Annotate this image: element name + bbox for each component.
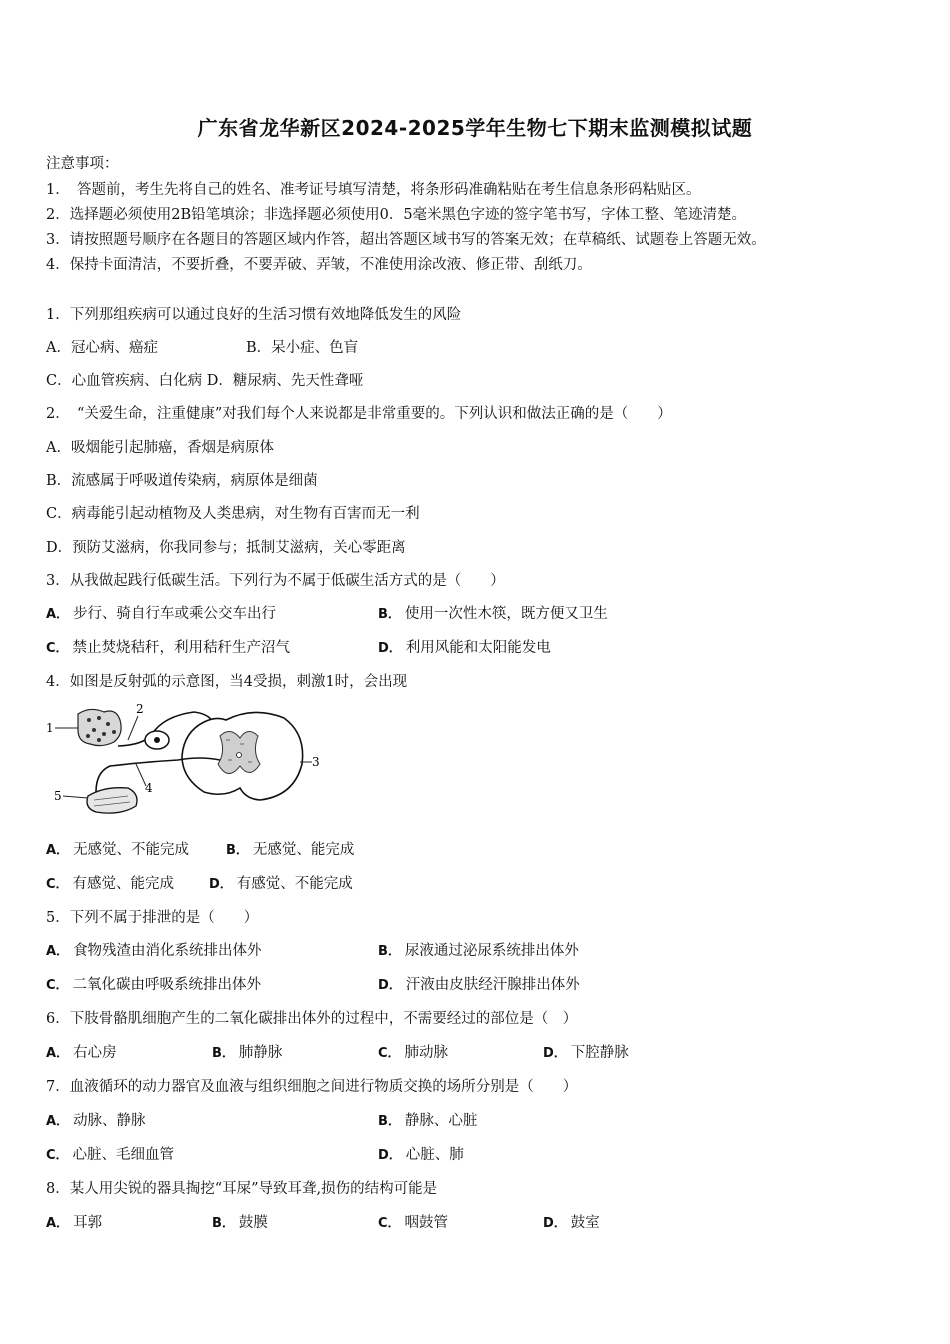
q4-option-d[interactable]	[209, 872, 353, 893]
q6-option-b-text: 肺静脉	[238, 1045, 283, 1061]
reflex-arc-diagram	[44, 700, 324, 825]
figure-label-2: 2	[136, 702, 144, 716]
q1-stem: 1．下列那组疾病可以通过良好的生活习惯有效地降低发生的风险	[46, 307, 462, 323]
q8-option-c-letter: C．	[378, 1216, 401, 1231]
q7-option-b-letter: B．	[378, 1114, 401, 1129]
q3-stem: 3．从我做起践行低碳生活。下列行为不属于低碳生活方式的是（ ）	[46, 573, 505, 589]
q6-stem: 6．下肢骨骼肌细胞产生的二氧化碳排出体外的过程中，不需要经过的部位是（ ）	[46, 1011, 578, 1027]
q2-option-b[interactable]: B．流感属于呼吸道传染病，病原体是细菌	[46, 473, 318, 489]
q3-option-b-letter: B．	[378, 607, 401, 622]
q5-option-b[interactable]	[378, 939, 579, 960]
figure-label-3: 3	[312, 755, 320, 769]
q6-option-d-text: 下腔静脉	[570, 1045, 629, 1061]
q4-option-b-letter: B．	[226, 843, 249, 858]
q3-option-b[interactable]	[378, 602, 608, 623]
q4-option-c-letter: C．	[46, 877, 69, 892]
q5-option-d-text: 汗液由皮肤经汗腺排出体外	[405, 977, 580, 993]
q3-option-a-letter: A．	[46, 607, 70, 622]
q5-option-b-text: 尿液通过泌尿系统排出体外	[404, 943, 579, 959]
q8-option-c-text: 咽鼓管	[404, 1215, 449, 1231]
q1-option-c-d[interactable]: C．心血管疾病、白化病 D．糖尿病、先天性聋哑	[46, 373, 364, 389]
receptor-skin	[78, 709, 121, 745]
q4-option-a-text: 无感觉、不能完成	[73, 842, 190, 858]
q8-option-a[interactable]	[46, 1211, 102, 1232]
q5-option-a-letter: A．	[46, 944, 70, 959]
q7-option-d-text: 心脏、肺	[405, 1147, 464, 1163]
q5-option-a[interactable]	[46, 939, 262, 960]
q6-option-b[interactable]	[212, 1041, 282, 1062]
q5-option-d-letter: D．	[378, 978, 402, 993]
q7-stem: 7．血液循环的动力器官及血液与组织细胞之间进行物质交换的场所分别是（ ）	[46, 1079, 578, 1095]
q1-option-b[interactable]: B．呆小症、色盲	[246, 340, 359, 356]
note-item-3: 3．请按照题号顺序在各题目的答题区域内作答，超出答题区域书写的答案无效；在草稿纸、试题卷上答题无效。	[46, 232, 766, 248]
q5-option-c-letter: C．	[46, 978, 69, 993]
q6-option-c-letter: C．	[378, 1046, 401, 1061]
label-2-leader	[128, 716, 138, 740]
q5-stem: 5．下列不属于排泄的是（ ）	[46, 910, 259, 926]
q5-option-c-text: 二氧化碳由呼吸系统排出体外	[72, 977, 262, 993]
q5-option-c[interactable]	[46, 973, 261, 994]
q6-option-c[interactable]	[378, 1041, 448, 1062]
q7-option-b[interactable]	[378, 1109, 477, 1130]
q2-option-d[interactable]: D．预防艾滋病，你我同参与；抵制艾滋病，关心零距离	[46, 540, 406, 556]
q2-option-c[interactable]: C．病毒能引起动植物及人类患病，对生物有百害而无一利	[46, 506, 420, 522]
q7-option-d[interactable]	[378, 1143, 464, 1164]
figure-label-1: 1	[46, 721, 54, 735]
q3-option-c[interactable]	[46, 636, 290, 657]
q4-option-c-text: 有感觉、能完成	[72, 876, 175, 892]
q7-option-b-text: 静脉、心脏	[404, 1113, 478, 1129]
q4-option-d-text: 有感觉、不能完成	[236, 876, 353, 892]
q8-option-d-text: 鼓室	[570, 1215, 600, 1231]
q6-option-a-letter: A．	[46, 1046, 70, 1061]
q7-option-a[interactable]	[46, 1109, 146, 1130]
q6-option-b-letter: B．	[212, 1046, 235, 1061]
q7-option-c[interactable]	[46, 1143, 174, 1164]
q8-option-b-text: 鼓膜	[238, 1215, 268, 1231]
q3-option-d-text: 利用风能和太阳能发电	[405, 640, 551, 656]
q8-option-d[interactable]	[543, 1211, 600, 1232]
q7-option-a-letter: A．	[46, 1114, 70, 1129]
q5-option-b-letter: B．	[378, 944, 401, 959]
q8-option-b[interactable]	[212, 1211, 268, 1232]
q2-option-a[interactable]: A．吸烟能引起肺癌，香烟是病原体	[46, 440, 274, 456]
q3-option-b-text: 使用一次性木筷，既方便又卫生	[404, 606, 608, 622]
q8-option-c[interactable]	[378, 1211, 448, 1232]
spinal-cord	[182, 712, 303, 800]
page-title: 广东省龙华新区2024-2025学年生物七下期末监测模拟试题	[197, 116, 753, 140]
q4-stem: 4．如图是反射弧的示意图，当4受损，刺激1时，会出现	[46, 674, 408, 690]
q4-option-a[interactable]	[46, 838, 189, 859]
q4-option-d-letter: D．	[209, 877, 233, 892]
q8-stem: 8．某人用尖锐的器具掏挖“耳屎”导致耳聋,损伤的结构可能是	[46, 1181, 438, 1197]
q4-option-a-letter: A．	[46, 843, 70, 858]
figure-label-4: 4	[145, 781, 153, 795]
q5-option-a-text: 食物残渣由消化系统排出体外	[73, 943, 262, 959]
q8-option-a-text: 耳郭	[73, 1215, 103, 1231]
q6-option-a-text: 右心房	[73, 1045, 117, 1061]
notes-heading: 注意事项：	[46, 156, 119, 172]
q4-option-b[interactable]	[226, 838, 354, 859]
q4-option-b-text: 无感觉、能完成	[252, 842, 355, 858]
q3-option-d-letter: D．	[378, 641, 402, 656]
q6-option-c-text: 肺动脉	[404, 1045, 449, 1061]
effector-muscle	[87, 788, 137, 813]
q8-option-a-letter: A．	[46, 1216, 70, 1231]
q3-option-a[interactable]	[46, 602, 276, 623]
q7-option-c-letter: C．	[46, 1148, 69, 1163]
q5-option-d[interactable]	[378, 973, 580, 994]
q7-option-a-text: 动脉、静脉	[73, 1113, 146, 1129]
q3-option-a-text: 步行、骑自行车或乘公交车出行	[73, 606, 277, 622]
q6-option-d[interactable]	[543, 1041, 629, 1062]
q2-stem: 2． “关爱生命，注重健康”对我们每个人来说都是非常重要的。下列认识和做法正确的是（ ）	[46, 406, 672, 422]
q1-option-a[interactable]: A．冠心病、癌症	[46, 340, 158, 356]
q8-option-d-letter: D．	[543, 1216, 567, 1231]
q3-option-d[interactable]	[378, 636, 551, 657]
q7-option-d-letter: D．	[378, 1148, 402, 1163]
note-item-1: 1． 答题前，考生先将自己的姓名、准考证号填写清楚，将条形码准确粘贴在考生信息条形码粘贴区。	[46, 182, 701, 198]
note-item-4: 4．保持卡面清洁，不要折叠，不要弄破、弄皱，不准使用涂改液、修正带、刮纸刀。	[46, 257, 592, 273]
note-item-2: 2．选择题必须使用2B铅笔填涂；非选择题必须使用0．5毫米黑色字迹的签字笔书写，字体工整、笔迹清楚。	[46, 207, 747, 223]
q6-option-d-letter: D．	[543, 1046, 567, 1061]
figure-label-5: 5	[54, 789, 62, 803]
q3-option-c-text: 禁止焚烧秸秆，利用秸秆生产沼气	[72, 640, 291, 656]
q4-option-c[interactable]	[46, 872, 174, 893]
q7-option-c-text: 心脏、毛细血管	[72, 1147, 175, 1163]
label-5-leader	[63, 796, 88, 798]
q3-option-c-letter: C．	[46, 641, 69, 656]
q6-option-a[interactable]	[46, 1041, 117, 1062]
q8-option-b-letter: B．	[212, 1216, 235, 1231]
